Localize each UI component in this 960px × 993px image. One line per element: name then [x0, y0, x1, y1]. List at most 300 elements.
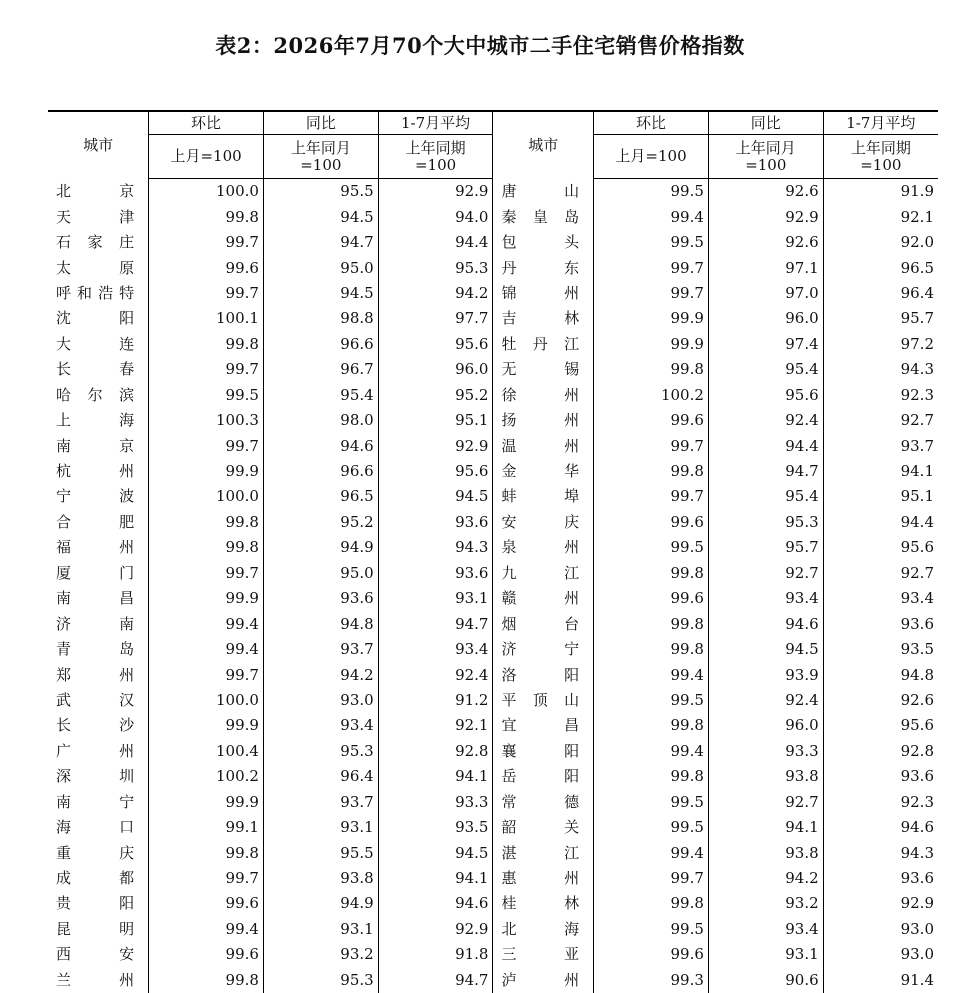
yoy-value-cell: 92.6: [708, 179, 823, 205]
avg-value-cell: 95.6: [823, 535, 938, 560]
yoy-value-cell: 95.7: [708, 535, 823, 560]
city-cell: [493, 230, 594, 255]
city-cell: [493, 561, 594, 586]
mom-value-cell: 99.1: [149, 815, 264, 840]
city-name: 九江: [501, 561, 579, 586]
mom-value-cell: 99.6: [149, 255, 264, 280]
avg-column-header: 1-7月平均: [823, 111, 938, 135]
yoy-value-cell: 93.6: [263, 586, 378, 611]
city-name: 安庆: [501, 510, 579, 535]
city-cell: [493, 917, 594, 942]
city-cell: [48, 942, 149, 967]
avg-value-cell: 93.6: [378, 561, 493, 586]
city-cell: [48, 764, 149, 789]
city-cell: [48, 383, 149, 408]
mom-value-cell: 99.5: [594, 688, 709, 713]
avg-value-cell: 94.1: [378, 764, 493, 789]
yoy-value-cell: 93.0: [263, 688, 378, 713]
mom-value-cell: 99.5: [594, 917, 709, 942]
yoy-value-cell: 96.0: [708, 306, 823, 331]
city-name: 惠州: [501, 866, 579, 891]
city-cell: [493, 968, 594, 993]
city-cell: [48, 917, 149, 942]
city-name: 太原: [56, 256, 134, 281]
mom-value-cell: 99.8: [149, 204, 264, 229]
mom-value-cell: 99.4: [149, 637, 264, 662]
mom-value-cell: 99.7: [149, 281, 264, 306]
avg-value-cell: 95.6: [378, 332, 493, 357]
city-name: 大连: [56, 332, 134, 357]
city-name: 济南: [56, 612, 134, 637]
table-header: [48, 111, 938, 179]
avg-value-cell: 93.5: [378, 815, 493, 840]
city-cell: [48, 179, 149, 205]
table-row: [48, 942, 938, 967]
avg-value-cell: 95.2: [378, 383, 493, 408]
mom-value-cell: 99.5: [594, 790, 709, 815]
city-name: 常德: [501, 790, 579, 815]
city-name: 桂林: [501, 891, 579, 916]
yoy-value-cell: 96.0: [708, 713, 823, 738]
table-row: [48, 968, 938, 993]
table-row: [48, 713, 938, 738]
avg-value-cell: 92.4: [378, 662, 493, 687]
city-cell: [493, 433, 594, 458]
city-cell: [493, 637, 594, 662]
city-cell: [48, 433, 149, 458]
mom-value-cell: 99.7: [594, 281, 709, 306]
mom-value-cell: 99.5: [594, 535, 709, 560]
city-cell: [493, 484, 594, 509]
avg-value-cell: 96.5: [823, 255, 938, 280]
table-row: [48, 408, 938, 433]
yoy-value-cell: 90.6: [708, 968, 823, 993]
yoy-value-cell: 92.9: [708, 204, 823, 229]
city-cell: [493, 255, 594, 280]
city-cell: [493, 586, 594, 611]
avg-value-cell: 92.1: [823, 204, 938, 229]
yoy-value-cell: 93.1: [708, 942, 823, 967]
city-name: 宜昌: [501, 713, 579, 738]
mom-value-cell: 99.4: [594, 204, 709, 229]
mom-value-cell: 99.5: [594, 815, 709, 840]
city-cell: [48, 815, 149, 840]
table-row: [48, 790, 938, 815]
city-cell: [493, 408, 594, 433]
table-row: [48, 561, 938, 586]
avg-value-cell: 91.2: [378, 688, 493, 713]
mom-value-cell: 100.2: [594, 383, 709, 408]
city-cell: [48, 713, 149, 738]
avg-value-cell: 92.9: [378, 917, 493, 942]
city-name: 徐州: [501, 383, 579, 408]
yoy-value-cell: 93.7: [263, 637, 378, 662]
yoy-value-cell: 93.2: [263, 942, 378, 967]
city-cell: [48, 306, 149, 331]
city-column-header: 城市: [493, 111, 594, 179]
city-cell: [493, 383, 594, 408]
avg-value-cell: 93.6: [823, 611, 938, 636]
table-row: [48, 484, 938, 509]
city-name: 吉林: [501, 306, 579, 331]
city-name: 成都: [56, 866, 134, 891]
mom-value-cell: 99.8: [149, 535, 264, 560]
table-row: [48, 662, 938, 687]
city-name: 呼和浩特: [56, 281, 134, 306]
mom-value-cell: 99.7: [149, 662, 264, 687]
yoy-value-cell: 94.2: [708, 866, 823, 891]
city-cell: [493, 891, 594, 916]
city-column-header: 城市: [48, 111, 149, 179]
mom-value-cell: 99.5: [149, 383, 264, 408]
city-name: 长春: [56, 357, 134, 382]
avg-value-cell: 93.0: [823, 942, 938, 967]
mom-base-label: 上月=100: [594, 135, 709, 179]
city-name: 天津: [56, 205, 134, 230]
avg-value-cell: 94.4: [823, 510, 938, 535]
city-cell: [48, 611, 149, 636]
mom-value-cell: 100.0: [149, 688, 264, 713]
avg-value-cell: 94.4: [378, 230, 493, 255]
yoy-base-label: 上年同月 =100: [263, 135, 378, 179]
mom-value-cell: 99.7: [594, 484, 709, 509]
yoy-value-cell: 94.7: [263, 230, 378, 255]
city-name: 洛阳: [501, 663, 579, 688]
avg-value-cell: 92.9: [823, 891, 938, 916]
avg-value-cell: 94.1: [823, 459, 938, 484]
city-name: 韶关: [501, 815, 579, 840]
yoy-value-cell: 95.4: [708, 357, 823, 382]
mom-value-cell: 99.7: [149, 357, 264, 382]
mom-value-cell: 99.8: [149, 332, 264, 357]
yoy-value-cell: 95.3: [263, 739, 378, 764]
city-name: 烟台: [501, 612, 579, 637]
city-name: 蚌埠: [501, 484, 579, 509]
yoy-value-cell: 92.6: [708, 230, 823, 255]
city-cell: [48, 866, 149, 891]
city-cell: [493, 281, 594, 306]
mom-value-cell: 99.4: [149, 611, 264, 636]
city-cell: [48, 281, 149, 306]
table-row: [48, 611, 938, 636]
table-row: [48, 535, 938, 560]
table-row: [48, 357, 938, 382]
mom-value-cell: 99.8: [594, 713, 709, 738]
mom-value-cell: 99.8: [594, 357, 709, 382]
city-name: 赣州: [501, 586, 579, 611]
mom-value-cell: 99.4: [149, 917, 264, 942]
city-cell: [48, 459, 149, 484]
avg-value-cell: 92.1: [378, 713, 493, 738]
city-cell: [493, 204, 594, 229]
mom-value-cell: 100.4: [149, 739, 264, 764]
city-name: 锦州: [501, 281, 579, 306]
city-name: 温州: [501, 434, 579, 459]
table-row: [48, 255, 938, 280]
city-cell: [493, 332, 594, 357]
yoy-column-header: 同比: [263, 111, 378, 135]
mom-value-cell: 99.9: [149, 790, 264, 815]
city-name: 广州: [56, 739, 134, 764]
city-cell: [48, 891, 149, 916]
avg-value-cell: 94.2: [378, 281, 493, 306]
mom-value-cell: 99.9: [594, 306, 709, 331]
city-name: 海口: [56, 815, 134, 840]
city-name: 包头: [501, 230, 579, 255]
table-row: [48, 332, 938, 357]
avg-value-cell: 92.0: [823, 230, 938, 255]
yoy-value-cell: 97.0: [708, 281, 823, 306]
city-cell: [48, 357, 149, 382]
city-name: 宁波: [56, 484, 134, 509]
avg-value-cell: 93.3: [378, 790, 493, 815]
city-cell: [493, 764, 594, 789]
mom-value-cell: 99.8: [594, 764, 709, 789]
city-cell: [48, 840, 149, 865]
city-name: 岳阳: [501, 764, 579, 789]
city-name: 扬州: [501, 408, 579, 433]
city-name: 兰州: [56, 968, 134, 993]
city-cell: [48, 586, 149, 611]
city-name: 福州: [56, 535, 134, 560]
table-row: [48, 433, 938, 458]
city-name: 杭州: [56, 459, 134, 484]
yoy-value-cell: 94.5: [263, 281, 378, 306]
city-cell: [493, 357, 594, 382]
table-row: [48, 281, 938, 306]
yoy-value-cell: 96.6: [263, 332, 378, 357]
avg-base-label: 上年同期 =100: [378, 135, 493, 179]
mom-value-cell: 100.2: [149, 764, 264, 789]
avg-value-cell: 94.7: [378, 968, 493, 993]
avg-value-cell: 92.9: [378, 179, 493, 205]
avg-value-cell: 92.7: [823, 408, 938, 433]
city-cell: [48, 968, 149, 993]
city-cell: [493, 790, 594, 815]
mom-value-cell: 99.7: [149, 230, 264, 255]
mom-value-cell: 99.7: [149, 433, 264, 458]
mom-value-cell: 99.7: [149, 866, 264, 891]
yoy-value-cell: 95.3: [708, 510, 823, 535]
avg-value-cell: 93.1: [378, 586, 493, 611]
yoy-value-cell: 97.4: [708, 332, 823, 357]
mom-value-cell: 99.8: [594, 891, 709, 916]
table-row: [48, 891, 938, 916]
mom-value-cell: 99.8: [594, 561, 709, 586]
city-name: 丹东: [501, 256, 579, 281]
yoy-value-cell: 94.9: [263, 535, 378, 560]
avg-value-cell: 92.7: [823, 561, 938, 586]
mom-value-cell: 99.8: [594, 459, 709, 484]
city-name: 西安: [56, 942, 134, 967]
avg-value-cell: 91.8: [378, 942, 493, 967]
mom-value-cell: 99.6: [149, 942, 264, 967]
mom-base-label: 上月=100: [149, 135, 264, 179]
city-cell: [493, 459, 594, 484]
city-name: 贵阳: [56, 891, 134, 916]
city-name: 湛江: [501, 841, 579, 866]
mom-value-cell: 100.1: [149, 306, 264, 331]
city-cell: [493, 866, 594, 891]
yoy-value-cell: 94.4: [708, 433, 823, 458]
avg-value-cell: 94.6: [823, 815, 938, 840]
mom-value-cell: 99.5: [594, 179, 709, 205]
table-row: [48, 459, 938, 484]
table-row: [48, 510, 938, 535]
mom-value-cell: 99.4: [594, 662, 709, 687]
mom-value-cell: 99.8: [149, 840, 264, 865]
mom-value-cell: 99.4: [594, 739, 709, 764]
yoy-value-cell: 97.1: [708, 255, 823, 280]
city-name: 秦皇岛: [501, 205, 579, 230]
yoy-value-cell: 95.4: [708, 484, 823, 509]
avg-value-cell: 92.9: [378, 433, 493, 458]
city-name: 平顶山: [501, 688, 579, 713]
city-cell: [493, 535, 594, 560]
yoy-value-cell: 95.5: [263, 179, 378, 205]
yoy-value-cell: 93.1: [263, 815, 378, 840]
city-cell: [493, 611, 594, 636]
yoy-value-cell: 94.1: [708, 815, 823, 840]
city-name: 沈阳: [56, 306, 134, 331]
avg-value-cell: 94.8: [823, 662, 938, 687]
yoy-value-cell: 93.4: [263, 713, 378, 738]
mom-column-header: 环比: [594, 111, 709, 135]
city-name: 泉州: [501, 535, 579, 560]
table-row: [48, 840, 938, 865]
city-name: 郑州: [56, 663, 134, 688]
avg-value-cell: 92.8: [378, 739, 493, 764]
city-name: 厦门: [56, 561, 134, 586]
table-row: [48, 383, 938, 408]
avg-value-cell: 94.6: [378, 891, 493, 916]
avg-value-cell: 95.6: [378, 459, 493, 484]
city-name: 北海: [501, 917, 579, 942]
price-index-table: [48, 110, 938, 993]
yoy-value-cell: 95.2: [263, 510, 378, 535]
city-cell: [493, 840, 594, 865]
city-name: 石家庄: [56, 230, 134, 255]
mom-value-cell: 100.0: [149, 179, 264, 205]
mom-value-cell: 99.9: [594, 332, 709, 357]
yoy-value-cell: 94.6: [263, 433, 378, 458]
mom-value-cell: 99.8: [149, 510, 264, 535]
mom-value-cell: 100.3: [149, 408, 264, 433]
mom-value-cell: 100.0: [149, 484, 264, 509]
city-name: 长沙: [56, 713, 134, 738]
avg-value-cell: 93.6: [823, 866, 938, 891]
avg-value-cell: 97.7: [378, 306, 493, 331]
avg-value-cell: 93.6: [823, 764, 938, 789]
mom-value-cell: 99.6: [594, 586, 709, 611]
city-name: 武汉: [56, 688, 134, 713]
yoy-value-cell: 93.8: [263, 866, 378, 891]
avg-value-cell: 93.4: [823, 586, 938, 611]
city-name: 唐山: [501, 179, 579, 204]
avg-value-cell: 94.3: [378, 535, 493, 560]
city-cell: [48, 230, 149, 255]
city-cell: [493, 179, 594, 205]
yoy-value-cell: 96.4: [263, 764, 378, 789]
avg-value-cell: 93.6: [378, 510, 493, 535]
avg-value-cell: 92.3: [823, 790, 938, 815]
avg-value-cell: 94.5: [378, 840, 493, 865]
city-name: 襄阳: [501, 739, 579, 764]
avg-value-cell: 93.0: [823, 917, 938, 942]
city-name: 合肥: [56, 510, 134, 535]
avg-value-cell: 95.1: [823, 484, 938, 509]
city-name: 金华: [501, 459, 579, 484]
city-cell: [48, 739, 149, 764]
table-row: [48, 637, 938, 662]
city-cell: [493, 942, 594, 967]
yoy-value-cell: 93.4: [708, 917, 823, 942]
city-name: 哈尔滨: [56, 383, 134, 408]
table-row: [48, 179, 938, 205]
city-cell: [48, 535, 149, 560]
city-cell: [48, 408, 149, 433]
city-name: 深圳: [56, 764, 134, 789]
city-cell: [48, 204, 149, 229]
avg-value-cell: 93.4: [378, 637, 493, 662]
avg-value-cell: 92.3: [823, 383, 938, 408]
city-name: 青岛: [56, 637, 134, 662]
mom-value-cell: 99.8: [594, 637, 709, 662]
yoy-value-cell: 98.8: [263, 306, 378, 331]
city-cell: [48, 688, 149, 713]
mom-value-cell: 99.3: [594, 968, 709, 993]
avg-value-cell: 95.3: [378, 255, 493, 280]
avg-value-cell: 94.3: [823, 357, 938, 382]
yoy-value-cell: 94.8: [263, 611, 378, 636]
yoy-value-cell: 96.6: [263, 459, 378, 484]
avg-value-cell: 94.1: [378, 866, 493, 891]
city-name: 北京: [56, 179, 134, 204]
yoy-value-cell: 93.7: [263, 790, 378, 815]
yoy-value-cell: 95.5: [263, 840, 378, 865]
yoy-value-cell: 93.3: [708, 739, 823, 764]
city-cell: [48, 790, 149, 815]
city-cell: [48, 662, 149, 687]
city-name: 牡丹江: [501, 332, 579, 357]
yoy-value-cell: 96.7: [263, 357, 378, 382]
yoy-value-cell: 94.5: [708, 637, 823, 662]
table-row: [48, 230, 938, 255]
yoy-value-cell: 96.5: [263, 484, 378, 509]
avg-value-cell: 92.6: [823, 688, 938, 713]
city-name: 重庆: [56, 841, 134, 866]
yoy-column-header: 同比: [708, 111, 823, 135]
yoy-value-cell: 95.3: [263, 968, 378, 993]
yoy-value-cell: 94.9: [263, 891, 378, 916]
yoy-value-cell: 92.4: [708, 688, 823, 713]
city-cell: [48, 332, 149, 357]
avg-value-cell: 91.4: [823, 968, 938, 993]
avg-value-cell: 92.8: [823, 739, 938, 764]
table-row: [48, 306, 938, 331]
avg-column-header: 1-7月平均: [378, 111, 493, 135]
yoy-value-cell: 93.2: [708, 891, 823, 916]
mom-value-cell: 99.6: [594, 408, 709, 433]
city-cell: [48, 561, 149, 586]
city-cell: [48, 510, 149, 535]
city-cell: [48, 637, 149, 662]
yoy-base-label: 上年同月 =100: [708, 135, 823, 179]
table-row: [48, 866, 938, 891]
mom-value-cell: 99.8: [594, 611, 709, 636]
city-cell: [493, 713, 594, 738]
mom-value-cell: 99.9: [149, 713, 264, 738]
